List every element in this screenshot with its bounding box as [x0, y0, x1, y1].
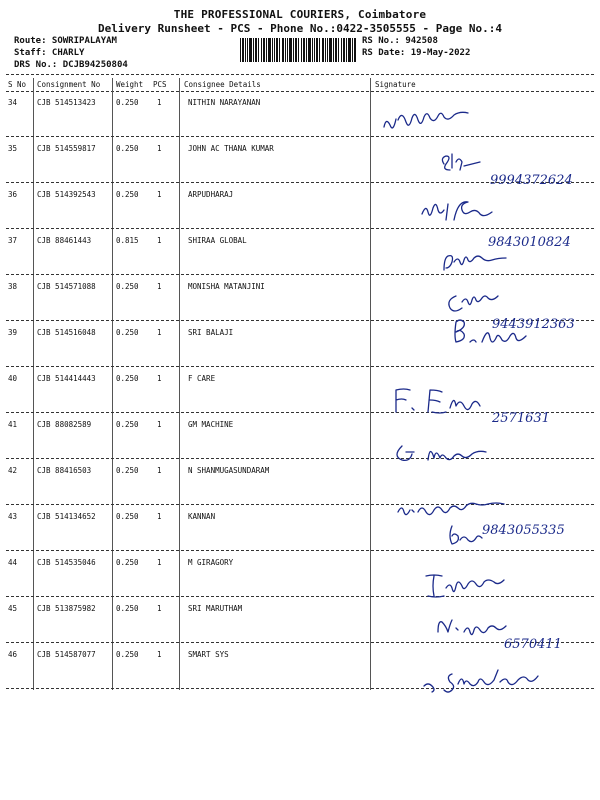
- row-weight: 0.250: [116, 466, 139, 475]
- signature-46: [424, 670, 538, 692]
- column-header-weight: Weight: [116, 80, 144, 89]
- row-consignee: JOHN AC THANA KUMAR: [188, 144, 274, 153]
- barcode-image: [240, 38, 356, 62]
- row-consignment-no: CJB 514559817: [37, 144, 96, 153]
- row-pcs: 1: [157, 558, 162, 567]
- row-consignment-no: CJB 514414443: [37, 374, 96, 383]
- signature-41: [397, 446, 486, 460]
- signature-40-phone: 2571631: [492, 411, 550, 426]
- row-sno: 41: [8, 420, 18, 429]
- row-weight: 0.250: [116, 98, 139, 107]
- row-consignee: NITHIN NARAYANAN: [188, 98, 261, 107]
- row-sno: 44: [8, 558, 18, 567]
- row-consignee: SMART SYS: [188, 650, 229, 659]
- runsheet-subtitle: Delivery Runsheet - PCS - Phone No.:0422-3505555 - Page No.:4: [98, 22, 502, 35]
- row-pcs: 1: [157, 98, 162, 107]
- row-consignment-no: CJB 513875982: [37, 604, 96, 613]
- signature-45: [438, 620, 506, 635]
- signature-36: [422, 202, 492, 220]
- row-consignee: N SHANMUGASUNDARAM: [188, 466, 270, 475]
- row-consignee: SRI BALAJI: [188, 328, 234, 337]
- signature-37-phone: 9843010824: [488, 235, 571, 250]
- row-pcs: 1: [157, 374, 162, 383]
- column-divider: [112, 78, 113, 690]
- row-weight: 0.250: [116, 650, 139, 659]
- column-divider: [370, 78, 371, 690]
- row-consignee: ARPUDHARAJ: [188, 190, 234, 199]
- signature-43-phone: 9843055335: [482, 523, 565, 538]
- rs-number: RS No.: 942508: [362, 36, 438, 46]
- row-sno: 39: [8, 328, 18, 337]
- row-sno: 38: [8, 282, 18, 291]
- row-consignee: KANNAN: [188, 512, 216, 521]
- row-pcs: 1: [157, 604, 162, 613]
- signature-40: [396, 389, 480, 413]
- row-weight: 0.250: [116, 558, 139, 567]
- column-header-sno: S No: [8, 80, 27, 89]
- row-weight: 0.250: [116, 512, 139, 521]
- row-consignment-no: CJB 88082589: [37, 420, 92, 429]
- row-weight: 0.815: [116, 236, 139, 245]
- table-top-rule: [6, 74, 594, 75]
- row-consignment-no: CJB 514516048: [37, 328, 96, 337]
- row-consignment-no: CJB 514392543: [37, 190, 96, 199]
- column-divider: [33, 78, 34, 690]
- row-consignment-no: CJB 88461443: [37, 236, 92, 245]
- row-pcs: 1: [157, 650, 162, 659]
- row-weight: 0.250: [116, 420, 139, 429]
- signature-43b: [450, 526, 482, 544]
- row-pcs: 1: [157, 190, 162, 199]
- row-consignment-no: CJB 514571088: [37, 282, 96, 291]
- row-sno: 42: [8, 466, 18, 475]
- route-label: Route: SOWRIPALAYAM: [14, 36, 117, 46]
- column-header-signature: Signature: [375, 80, 416, 89]
- signature-38: [449, 296, 498, 311]
- row-sno: 36: [8, 190, 18, 199]
- company-title: THE PROFESSIONAL COURIERS, Coimbatore: [173, 8, 427, 21]
- row-sno: 35: [8, 144, 18, 153]
- row-consignee: GM MACHINE: [188, 420, 234, 429]
- row-pcs: 1: [157, 420, 162, 429]
- row-pcs: 1: [157, 144, 162, 153]
- row-sno: 46: [8, 650, 18, 659]
- row-weight: 0.250: [116, 282, 139, 291]
- row-consignee: M GIRAGORY: [188, 558, 234, 567]
- signature-45-phone: 6570411: [504, 637, 562, 652]
- row-consignment-no: CJB 88416503: [37, 466, 92, 475]
- row-sno: 45: [8, 604, 18, 613]
- row-sno: 34: [8, 98, 18, 107]
- column-divider: [179, 78, 180, 690]
- row-sno: 37: [8, 236, 18, 245]
- signature-44: [426, 575, 504, 597]
- row-pcs: 1: [157, 236, 162, 245]
- staff-label: Staff: CHARLY: [14, 48, 85, 58]
- row-consignee: SRI MARUTHAM: [188, 604, 243, 613]
- row-pcs: 1: [157, 282, 162, 291]
- row-consignee: F CARE: [188, 374, 216, 383]
- signature-35-phone: 9994372624: [490, 173, 573, 188]
- signature-43: [398, 503, 504, 515]
- signature-37: [444, 256, 506, 270]
- row-consignment-no: CJB 514134652: [37, 512, 96, 521]
- row-weight: 0.250: [116, 144, 139, 153]
- column-header-consignee: Consignee Details: [184, 80, 261, 89]
- rs-date: RS Date: 19-May-2022: [362, 48, 471, 58]
- row-consignment-no: CJB 514535046: [37, 558, 96, 567]
- row-weight: 0.250: [116, 604, 139, 613]
- row-pcs: 1: [157, 328, 162, 337]
- row-pcs: 1: [157, 466, 162, 475]
- row-consignee: MONISHA MATANJINI: [188, 282, 265, 291]
- row-pcs: 1: [157, 512, 162, 521]
- row-sno: 43: [8, 512, 18, 521]
- drs-number: DRS No.: DCJB94250804: [14, 60, 128, 70]
- signature-column: [372, 92, 594, 700]
- signature-39-phone: 9443912363: [492, 317, 575, 332]
- row-consignment-no: CJB 514513423: [37, 98, 96, 107]
- column-header-consignment: Consignment No: [37, 80, 101, 89]
- row-consignee: SHIRAA GLOBAL: [188, 236, 247, 245]
- signature-35: [442, 154, 480, 170]
- row-weight: 0.250: [116, 374, 139, 383]
- row-consignment-no: CJB 514587077: [37, 650, 96, 659]
- row-weight: 0.250: [116, 190, 139, 199]
- signature-34: [384, 112, 468, 128]
- row-weight: 0.250: [116, 328, 139, 337]
- column-header-pcs: PCS: [153, 80, 167, 89]
- row-sno: 40: [8, 374, 18, 383]
